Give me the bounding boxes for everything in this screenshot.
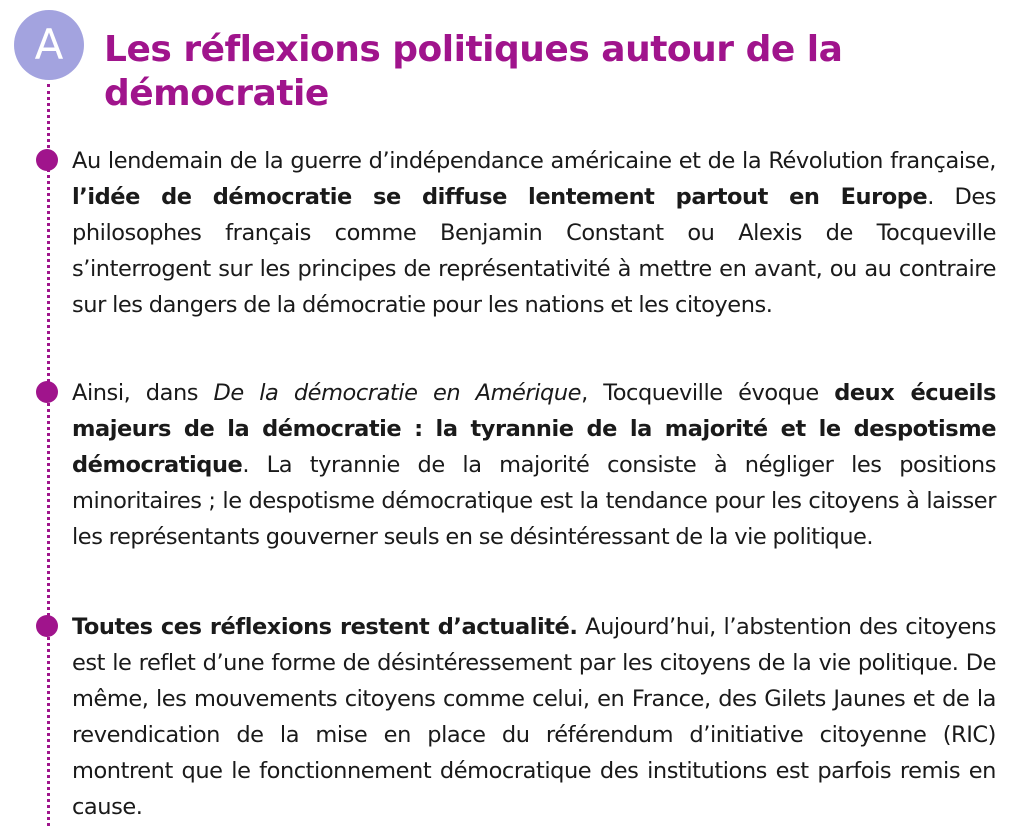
bullet-dot bbox=[36, 149, 58, 171]
paragraph-3-bold-1: Toutes ces réflexions restent d’actualité. bbox=[72, 614, 578, 640]
paragraph-1-text-1: Au lendemain de la guerre d’indépendance américaine et de la Révolution française, bbox=[72, 148, 996, 174]
dotted-divider bbox=[47, 84, 50, 826]
paragraph-2 bbox=[72, 375, 996, 555]
paragraph-1-text-2: . Des philosophes français comme Benjamin Constant ou Alexis de Tocqueville s’interrogent sur les principes de représentativité à mettre en avant, ou au contraire sur les dangers de la démocratie pour les nations et les citoyens. bbox=[72, 184, 996, 318]
paragraph-2-text-3: . La tyrannie de la majorité consiste à négliger les positions minoritaires ; le despotisme démocratique est la tendance pour les citoyens à laisser les représentants gouverner seuls en se désintéressant de la vie politique. bbox=[72, 452, 996, 550]
section-badge bbox=[14, 10, 84, 80]
paragraph-2-book-title: De la démocratie en Amérique bbox=[213, 380, 582, 406]
paragraph-3-text-1: Aujourd’hui, l’abstention des citoyens est le reflet d’une forme de désintéressement par les citoyens de la vie politique. De même, les mouvements citoyens comme celui, en France, des Gilets Jaunes et de la revendication de la mise en place du référendum d’initiative citoyenne (RIC) montrent que le fonctionnement démocratique des institutions est parfois remis en cause. bbox=[72, 614, 996, 820]
paragraph-2-bold-1: deux écueils majeurs de la démocratie : la tyrannie de la majorité et le despotisme démocratique bbox=[72, 380, 996, 478]
paragraph-2-text-1: Ainsi, dans bbox=[72, 380, 214, 406]
bullet-dot bbox=[36, 381, 58, 403]
paragraph-2-text-2: , Tocqueville évoque bbox=[581, 380, 835, 406]
paragraph-1-bold-1: l’idée de démocratie se diffuse lentement partout en Europe bbox=[72, 184, 928, 210]
bullet-dot bbox=[36, 615, 58, 637]
section-badge-letter: A bbox=[34, 20, 64, 69]
paragraph-1 bbox=[72, 143, 996, 323]
section-title: Les réflexions politiques autour de la démocratie bbox=[104, 29, 843, 114]
paragraph-3 bbox=[72, 609, 996, 825]
